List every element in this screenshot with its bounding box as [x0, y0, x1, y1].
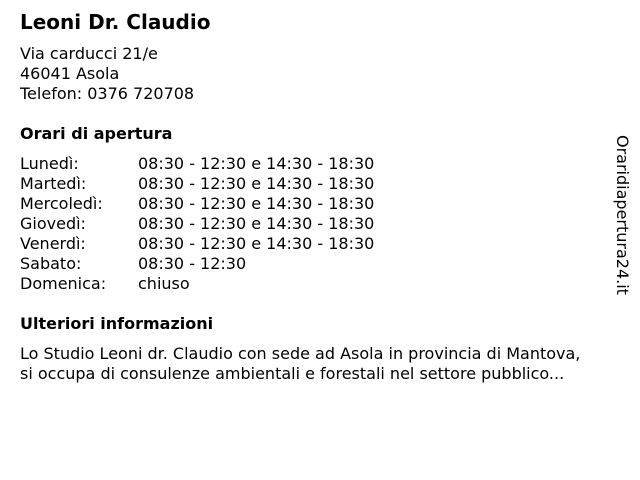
hours-day: Domenica: [20, 274, 107, 293]
hours-day: Sabato: [20, 254, 82, 273]
hours-time: chiuso [138, 274, 190, 293]
hours-time: 08:30 - 12:30 [138, 254, 247, 273]
hours-time: 08:30 - 12:30 e 14:30 - 18:30 [138, 234, 375, 253]
site-watermark [612, 135, 632, 310]
hours-day: Giovedì: [20, 214, 86, 233]
watermark-text: Oraridiapertura24.it [613, 135, 632, 295]
additional-info-text [20, 344, 635, 384]
hours-time: 08:30 - 12:30 e 14:30 - 18:30 [138, 174, 375, 193]
business-name: Leoni Dr. Claudio [20, 10, 211, 34]
hours-day: Martedì: [20, 174, 87, 193]
hours-day: Lunedì: [20, 154, 79, 173]
hours-time: 08:30 - 12:30 e 14:30 - 18:30 [138, 194, 375, 213]
city-address: 46041 Asola [20, 64, 120, 83]
additional-info-heading: Ulteriori informazioni [20, 314, 214, 333]
phone-number: Telefon: 0376 720708 [20, 84, 195, 103]
hours-time: 08:30 - 12:30 e 14:30 - 18:30 [138, 214, 375, 233]
hours-day: Mercoledì: [20, 194, 103, 213]
address-block [20, 44, 194, 104]
opening-hours-heading: Orari di apertura [20, 124, 173, 143]
hours-time: 08:30 - 12:30 e 14:30 - 18:30 [138, 154, 375, 173]
info-line: si occupa di consulenze ambientali e forestali nel settore pubblico... [20, 364, 565, 383]
hours-day: Venerdì: [20, 234, 86, 253]
street-address: Via carducci 21/e [20, 44, 158, 63]
info-line: Lo Studio Leoni dr. Claudio con sede ad Asola in provincia di Mantova, [20, 344, 581, 363]
